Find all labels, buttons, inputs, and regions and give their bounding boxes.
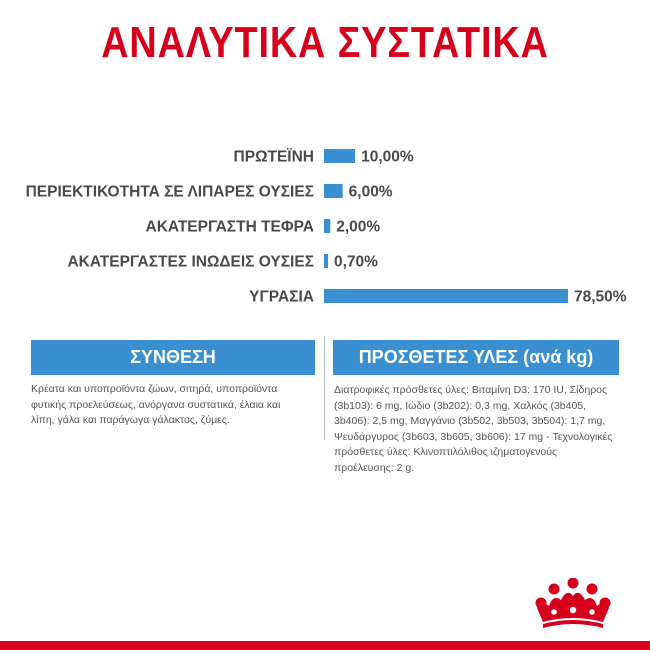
bar (324, 149, 355, 163)
bar (324, 184, 343, 198)
bar (324, 219, 330, 233)
bar-value-label: 2,00% (336, 218, 381, 236)
bar-category-label: ΑΚΑΤΕΡΓΑΣΤΕΣ ΙΝΩΔΕΙΣ ΟΥΣΙΕΣ (67, 253, 314, 271)
nutrition-bar-chart (0, 130, 650, 315)
additives-line: (3b103): 6 mg, Ιώδιο (3b202): 0,3 mg, Χαλκός (3b405, (334, 399, 587, 412)
additives-line: Ψευδάργυρος (3b603, 3b605, 3b606): 17 mg - Τεχνολογικές (334, 430, 613, 443)
additives-line: 3b406): 2,5 mg, Μαγγάνιο (3b502, 3b503, 3b504): 1,7 mg, (334, 415, 606, 427)
bottom-brand-bar (0, 641, 650, 650)
additives-line: προέλευσης: 2 g. (334, 461, 415, 474)
additives-header (333, 340, 619, 375)
additives-text (334, 383, 624, 476)
additives-line: Διατροφικές πρόσθετες ύλες: Βιταμίνη D3: 170 IU, Σίδηρος (334, 384, 608, 396)
bar (324, 289, 568, 303)
bar-category-label: ΠΕΡΙΕΚΤΙΚΟΤΗΤΑ ΣΕ ΛΙΠΑΡΕΣ ΟΥΣΙΕΣ (25, 183, 314, 201)
bar-value-label: 10,00% (361, 148, 414, 166)
composition-text (31, 382, 321, 429)
section-divider (324, 336, 325, 440)
composition-line: φυτικής προελεύσεως, ανόργανα συστατικά, έλαια και (31, 398, 281, 411)
bar-category-label: ΑΚΑΤΕΡΓΑΣΤΗ ΤΕΦΡΑ (145, 218, 314, 236)
bar-value-label: 0,70% (334, 253, 378, 271)
additives-line: πρόσθετες ύλες: Κλινοπτιλόλιθος ιζηματογενούς (334, 446, 558, 458)
page-title: ΑΝΑΛΥΤΙΚΑ ΣΥΣΤΑΤΙΚΑ (101, 18, 549, 67)
bar-category-label: ΥΓΡΑΣΙΑ (249, 288, 314, 306)
bar (324, 254, 328, 268)
royal-canin-crown-icon (533, 578, 613, 630)
bar-category-label: ΠΡΩΤΕΪΝΗ (233, 148, 314, 166)
additives-header-label: ΠΡΟΣΘΕΤΕΣ ΥΛΕΣ (ανά kg) (358, 347, 594, 367)
composition-line: λίπη, γάλα και παράγωγα γάλακτος, ζύμες. (31, 414, 230, 426)
bar-value-label: 6,00% (348, 183, 393, 201)
composition-line: Κρέατα και υποπροϊόντα ζώων, σιτηρά, υποπροϊόντα (31, 383, 278, 395)
composition-header (31, 340, 315, 375)
composition-header-label: ΣΥΝΘΕΣΗ (130, 347, 216, 367)
bar-value-label: 78,50% (574, 288, 627, 306)
